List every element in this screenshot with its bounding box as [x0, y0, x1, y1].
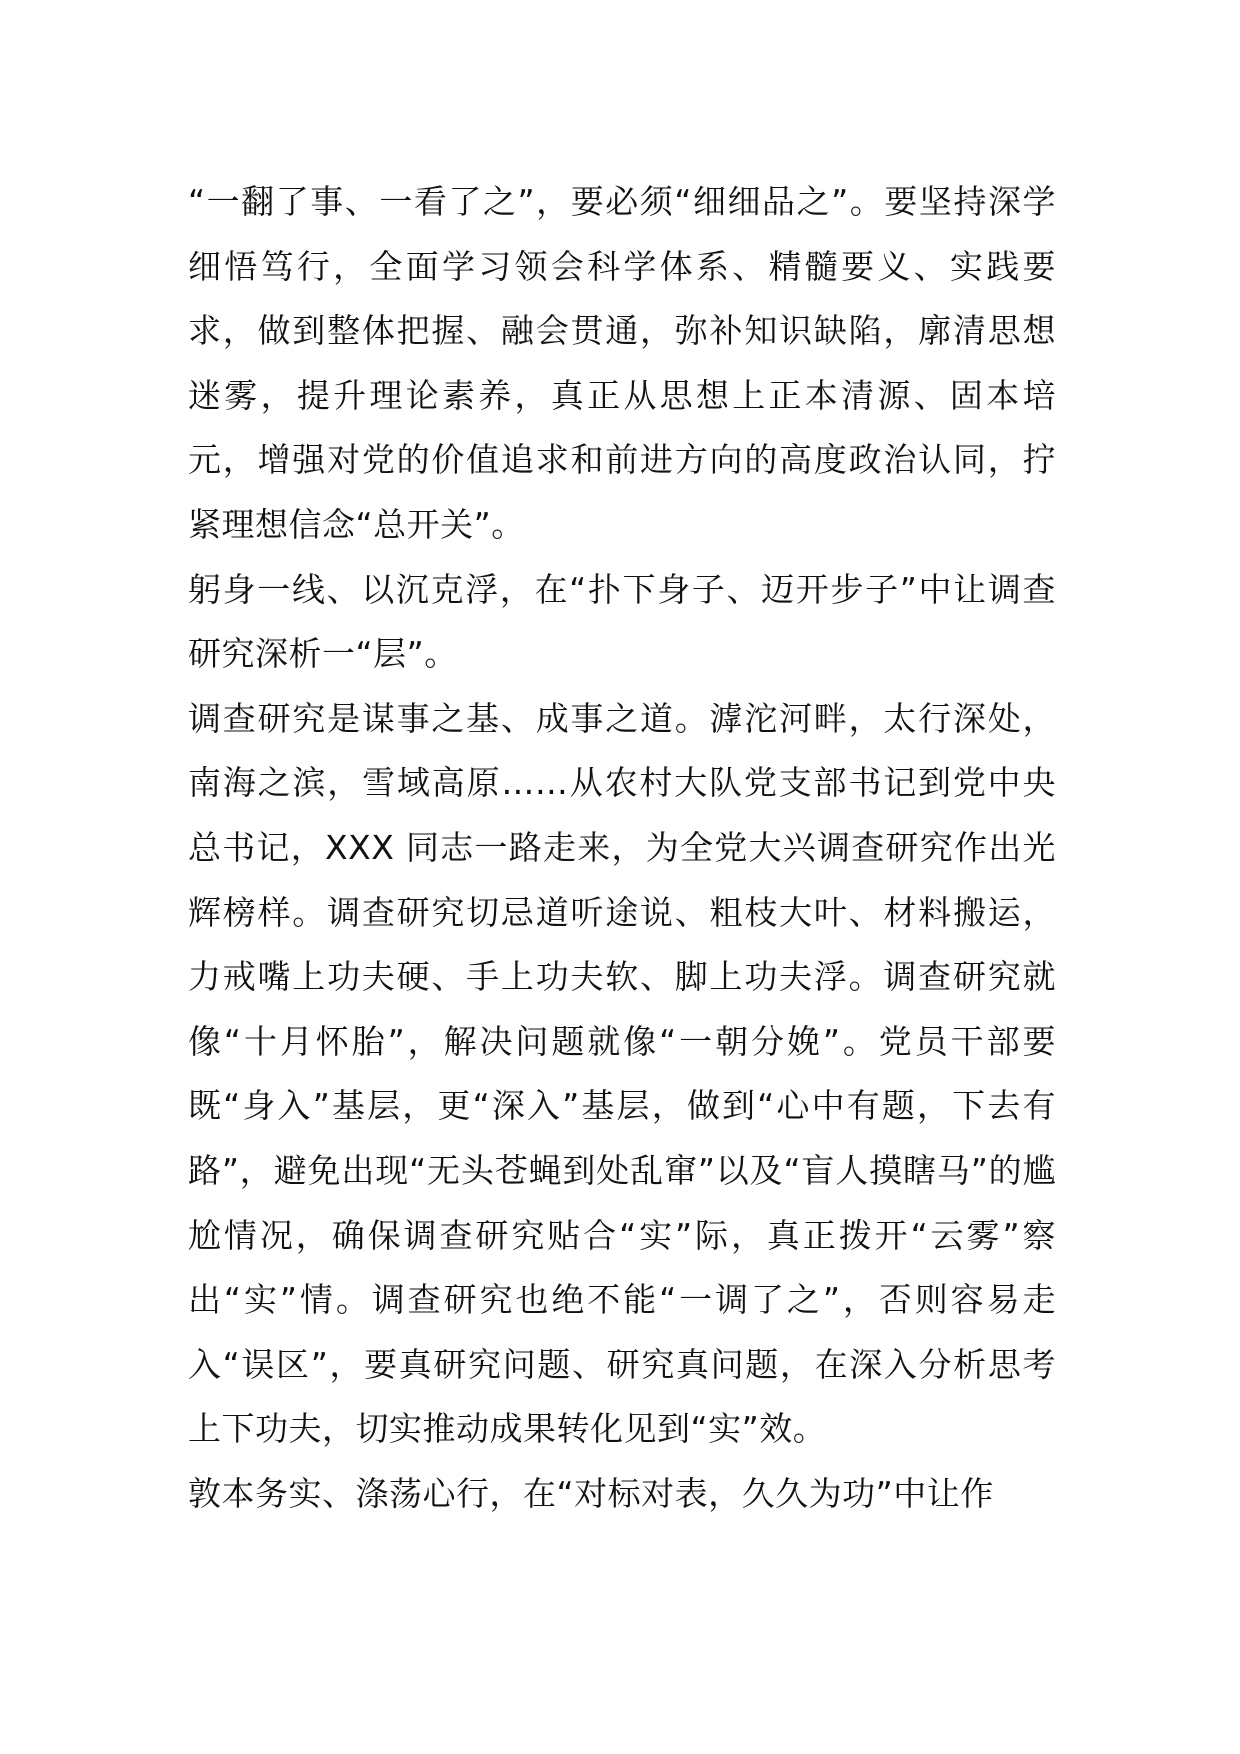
- paragraph-3: 调查研究是谋事之基、成事之道。滹沱河畔，太行深处，南海之滨，雪域高原……从农村大队党支部书记到党中央总书记，XXX 同志一路走来，为全党大兴调查研究作出光辉榜样。调查研究切忌道听途说、粗枝大叶、材料搬运，力戒嘴上功夫硬、手上功夫软、脚上功夫浮。调查研究就像“十月怀胎”，解决问题就像“一朝分娩”。党员干部要既“身入”基层，更“深入”基层，做到“心中有题，下去有路”，避免出现“无头苍蝇到处乱窜”以及“盲人摸瞎马”的尴尬情况，确保调查研究贴合“实”际，真正拨开“云雾”察出“实”情。调查研究也绝不能“一调了之”，否则容易走入“误区”，要真研究问题、研究真问题，在深入分析思考上下功夫，切实推动成果转化见到“实”效。: [188, 698, 1056, 1449]
- paragraph-4: 敦本务实、涤荡心行，在“对标对表，久久为功”中让作: [188, 1473, 994, 1513]
- paragraph-2: 躬身一线、以沉克浮，在“扑下身子、迈开步子”中让调查研究深析一“层”。: [188, 569, 1056, 674]
- paragraph-1: “一翻了事、一看了之”，要必须“细细品之”。要坚持深学细悟笃行，全面学习领会科学体系、精髓要义、实践要求，做到整体把握、融会贯通，弥补知识缺陷，廓清思想迷雾，提升理论素养，真正从思想上正本清源、固本培元，增强对党的价值追求和前进方向的高度政治认同，拧紧理想信念“总开关”。: [188, 182, 1056, 544]
- document-body: [188, 170, 1056, 1526]
